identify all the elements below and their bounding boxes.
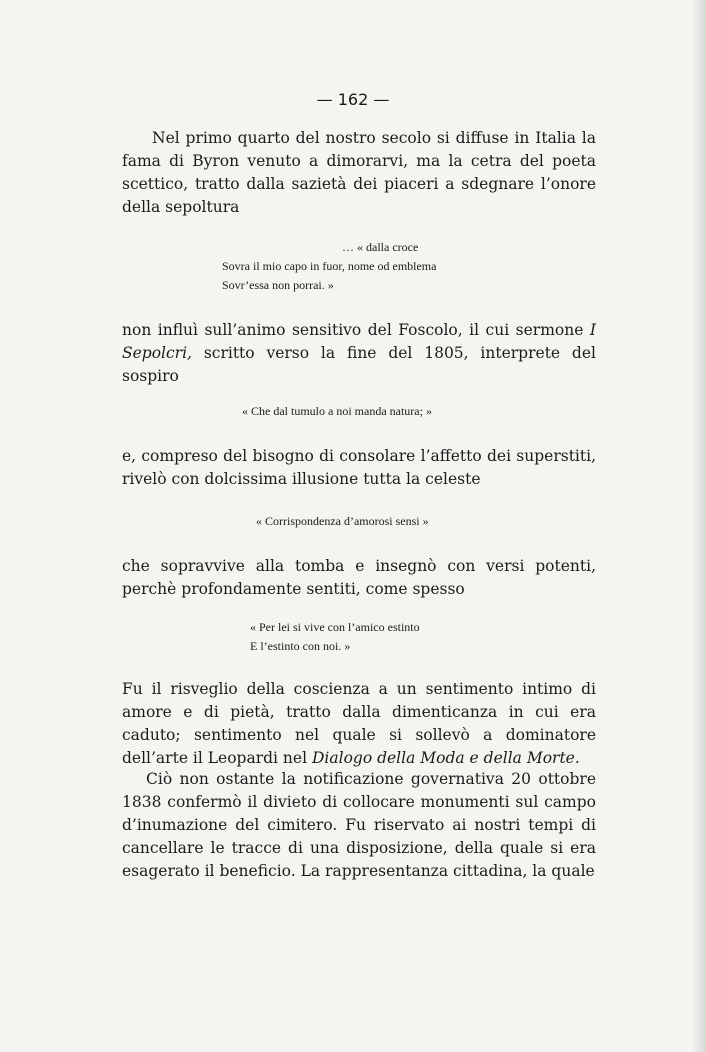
text-run: Fu il risveglio della coscienza a un sentimento intimo di amore e di pietà, tratto dalla dimenticanza in cui era caduto; sentimento nel quale si sollevò a dominatore dell’arte il Leopardi nel xyxy=(122,680,596,767)
paragraph-compreso: e, compreso del bisogno di consolare l’affetto dei superstiti, rivelò con dolcissima illusione tutta la celeste xyxy=(122,447,596,488)
work-title: Dialogo della Moda e della Morte. xyxy=(311,749,580,767)
page-number: — 162 — xyxy=(316,90,390,109)
paragraph-foscolo xyxy=(122,319,596,388)
quote-per-lei xyxy=(250,618,420,656)
work-title: I Sepolcri, xyxy=(122,321,596,362)
paragraph-sopravvive: che sopravvive alla tomba e insegnò con versi potenti, perchè profondamente sentiti, come spesso xyxy=(122,557,596,598)
quote-line: « Per lei si vive con l’amico estinto xyxy=(250,620,420,634)
paragraph-risveglio xyxy=(122,678,596,770)
paragraph-notificazione: Ciò non ostante la notificazione governativa 20 ottobre 1838 confermò il divieto di collocare monumenti sul campo d’inumazione del cimitero. Fu riservato ai nostri tempi di cancellare le tracce di una disposizione, della quale si era esagerato il beneficio. La rappresentanza cittadina, la quale xyxy=(122,770,596,880)
quote-tumulo: « Che dal tumulo a noi manda natura; » xyxy=(242,404,432,418)
quote-dalla-croce xyxy=(222,238,522,295)
quote-line: … « dalla croce xyxy=(342,240,419,254)
text-run: non influì sull’animo sensitivo del Foscolo, il cui sermone xyxy=(122,321,584,339)
quote-line: E l’estinto con noi. » xyxy=(250,639,351,653)
quote-corrispondenza: « Corrispondenza d’amorosi sensi » xyxy=(256,514,429,528)
page-edge-shadow xyxy=(692,0,706,1052)
quote-line: Sovra il mio capo in fuor, nome od emblema xyxy=(222,259,437,273)
text-run: scritto verso la fine del 1805, interprete del sospiro xyxy=(122,344,596,385)
quote-line: Sovr’essa non porrai. » xyxy=(222,278,334,292)
paragraph-byron: Nel primo quarto del nostro secolo si diffuse in Italia la fama di Byron venuto a dimorarvi, ma la cetra del poeta scettico, tratto dalla sazietà dei piaceri a sdegnare l’onore della sepoltura xyxy=(122,129,596,216)
